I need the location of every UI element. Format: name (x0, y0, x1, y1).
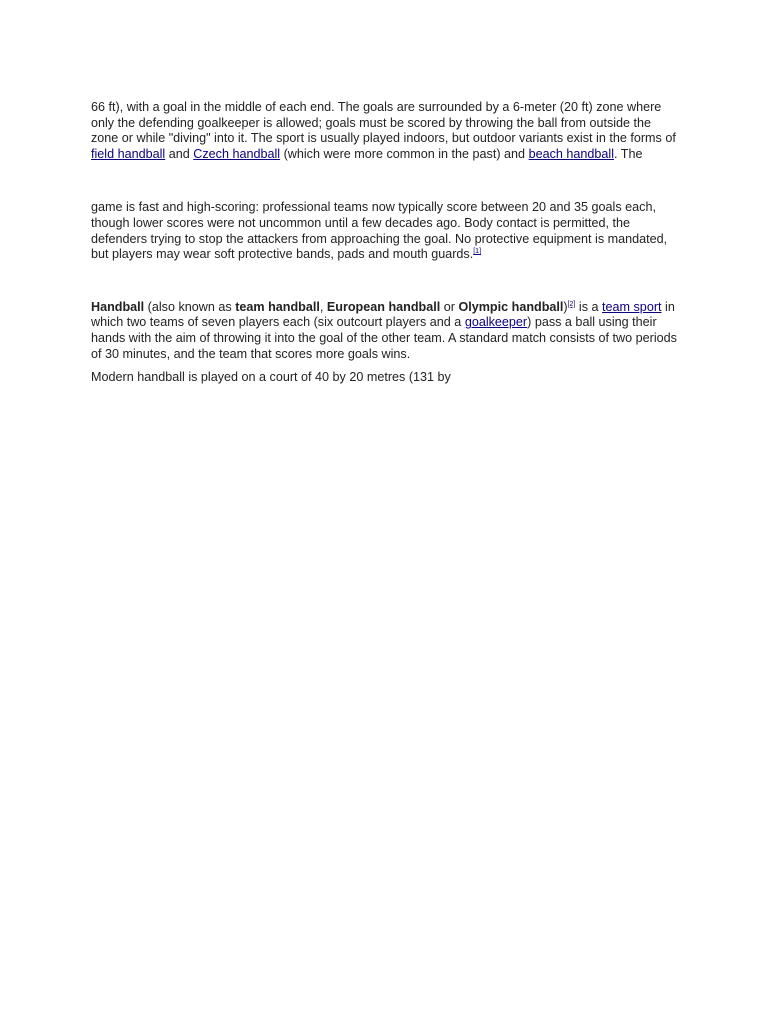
link-czech-handball[interactable]: Czech handball (193, 146, 281, 161)
reference-link-1[interactable]: [1] (473, 247, 482, 255)
text-segment: ) pass a ball using their hands with the aim of throwing it into the goal of the other team. A standard match consists of two periods of 30 minutes, and the team that scores more goals wins. (91, 315, 677, 361)
reference-link-2[interactable]: [2] (567, 300, 576, 308)
text-segment: or (440, 299, 459, 314)
article-body (91, 100, 681, 386)
reference-marker (473, 248, 481, 255)
paragraph-game-pace (91, 200, 681, 262)
text-segment: 66 ft), with a goal in the middle of each end. The goals are surrounded by a 6-meter (20 ft) zone where only the defending goalkeeper is allowed; goals must be scored by throwing the ball from outside the zone or while "diving" into it. The sport is usually played indoors, but outdoor variants exist in the forms of (91, 100, 676, 146)
paragraph-court-zones (91, 100, 681, 162)
link-goalkeeper[interactable]: goalkeeper (464, 315, 528, 330)
text-segment: is a (575, 299, 603, 314)
text-segment: game is fast and high-scoring: professional teams now typically score between 20 and 35 goals each, though lower scores were not uncommon until a few decades ago. Body contact is permitted, the defenders trying to stop the attackers from approaching the goal. No protective equipment is mandated, but players may wear soft protective bands, pads and mouth guards. (91, 200, 668, 262)
bold-term: European handball (326, 299, 441, 314)
text-segment: (which were more common in the past) and (280, 146, 529, 161)
text-segment: and (165, 146, 194, 161)
link-field-handball[interactable]: field handball (91, 146, 166, 161)
paragraph-modern-court (91, 370, 681, 386)
bold-term: Handball (91, 299, 145, 314)
text-segment: . The (614, 146, 643, 161)
text-segment: (also known as (144, 299, 236, 314)
paragraph-handball-intro (91, 300, 681, 362)
bold-term: Olympic handball (458, 299, 564, 314)
text-segment: Modern handball is played on a court of 40 by 20 metres (131 by (91, 370, 451, 385)
bold-term: team handball (235, 299, 320, 314)
link-team-sport[interactable]: team sport (602, 299, 662, 314)
text-segment: ) (563, 299, 568, 314)
link-beach-handball[interactable]: beach handball (528, 146, 614, 161)
text-segment: in which two teams of seven players each (six outcourt players and a (91, 299, 675, 330)
text-segment: , (319, 299, 327, 314)
